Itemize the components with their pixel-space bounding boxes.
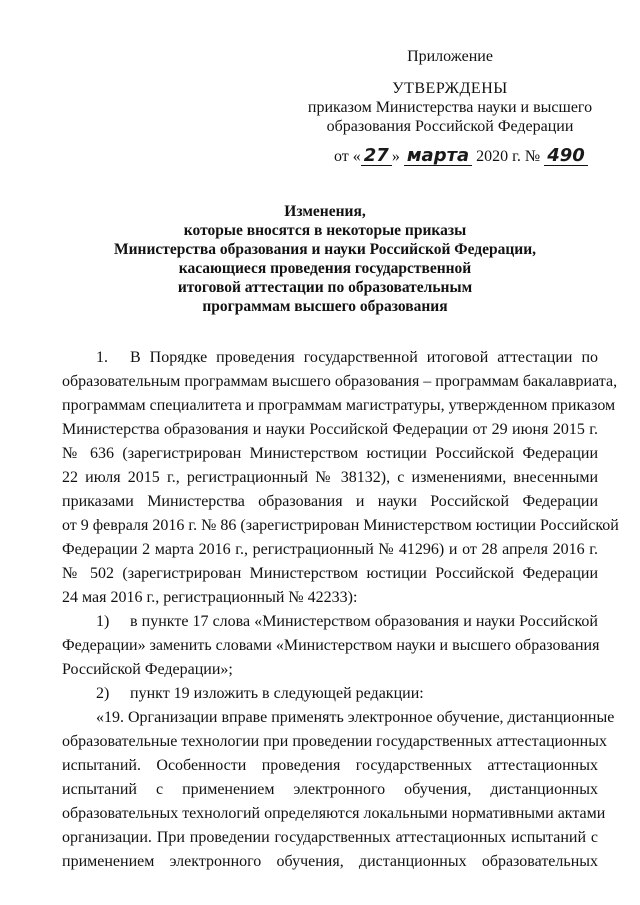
paragraph-line: 24 мая 2016 г., регистрационный № 42233):	[62, 589, 358, 606]
from-prefix: от «	[334, 148, 361, 165]
paragraph-line: Министерства образования и науки Российской Федерации от 29 июня 2015 г.	[62, 421, 598, 438]
paragraph-line: образовательным программам высшего образования – программам бакалавриата,	[62, 373, 618, 390]
paragraph-line: Федерации 2 марта 2016 г., регистрационный № 41296) и от 28 апреля 2016 г.	[62, 541, 598, 558]
paragraph-line: организации. При проведении государственных аттестационных испытаний с	[62, 829, 598, 846]
paragraph-line: В Порядке проведения государственной итоговой аттестации по	[130, 349, 598, 366]
title-line: которые вносятся в некоторые приказы	[183, 222, 467, 239]
paragraph-number: 1.	[96, 349, 108, 366]
subitem-number: 2)	[96, 685, 110, 702]
title-line: итоговой аттестации по образовательным	[177, 279, 473, 296]
handwritten-order-number: 490	[544, 147, 588, 166]
order-line-1: приказом Министерства науки и высшего	[307, 99, 593, 116]
paragraph-line: испытаний с применением электронного обучения, дистанционных	[62, 781, 598, 798]
handwritten-day: 27	[361, 147, 392, 166]
title-line: касающиеся проведения государственной	[178, 260, 472, 277]
paragraph-line: Федерации» заменить словами «Министерством науки и высшего образования	[62, 637, 600, 654]
paragraph-line: Российской Федерации»;	[62, 661, 233, 678]
title-line: Изменения,	[284, 203, 366, 220]
paragraph-line: в пункте 17 слова «Министерством образования и науки Российской	[130, 613, 598, 630]
paragraph-line: № 502 (зарегистрирован Министерством юстиции Российской Федерации	[62, 565, 598, 582]
title-line: Министерства образования и науки Российской Федерации,	[113, 241, 537, 258]
title-line: программам высшего образования	[202, 298, 448, 315]
order-line-2: образования Российской Федерации	[326, 118, 574, 135]
paragraph-line: приказами Министерства образования и науки Российской Федерации	[62, 493, 598, 510]
paragraph-line: применением электронного обучения, дистанционных образовательных	[62, 853, 598, 870]
paragraph-line: испытаний. Особенности проведения государственных аттестационных	[62, 757, 598, 774]
paragraph-line: от 9 февраля 2016 г. № 86 (зарегистрирован Министерством юстиции Российской	[62, 517, 619, 534]
paragraph-line: «19. Организации вправе применять электронное обучение, дистанционные	[96, 709, 615, 726]
appendix-label: Приложение	[407, 48, 493, 65]
year-text: 2020 г. №	[476, 148, 541, 165]
order-date-number	[334, 147, 588, 166]
paragraph-line: образовательных технологий определяются локальными нормативными актами	[62, 805, 606, 822]
approved-label: УТВЕРЖДЕНЫ	[392, 80, 508, 97]
day-close-quote: »	[391, 148, 400, 165]
paragraph-line: пункт 19 изложить в следующей редакции:	[130, 685, 424, 702]
handwritten-month: марта	[404, 147, 472, 166]
paragraph-line: № 636 (зарегистрирован Министерством юстиции Российской Федерации	[62, 445, 598, 462]
paragraph-line: 22 июля 2015 г., регистрационный № 38132), с изменениями, внесенными	[62, 469, 598, 486]
subitem-number: 1)	[96, 613, 110, 630]
paragraph-line: программам специалитета и программам магистратуры, утвержденном приказом	[62, 397, 616, 414]
paragraph-line: образовательные технологии при проведении государственных аттестационных	[62, 733, 607, 750]
